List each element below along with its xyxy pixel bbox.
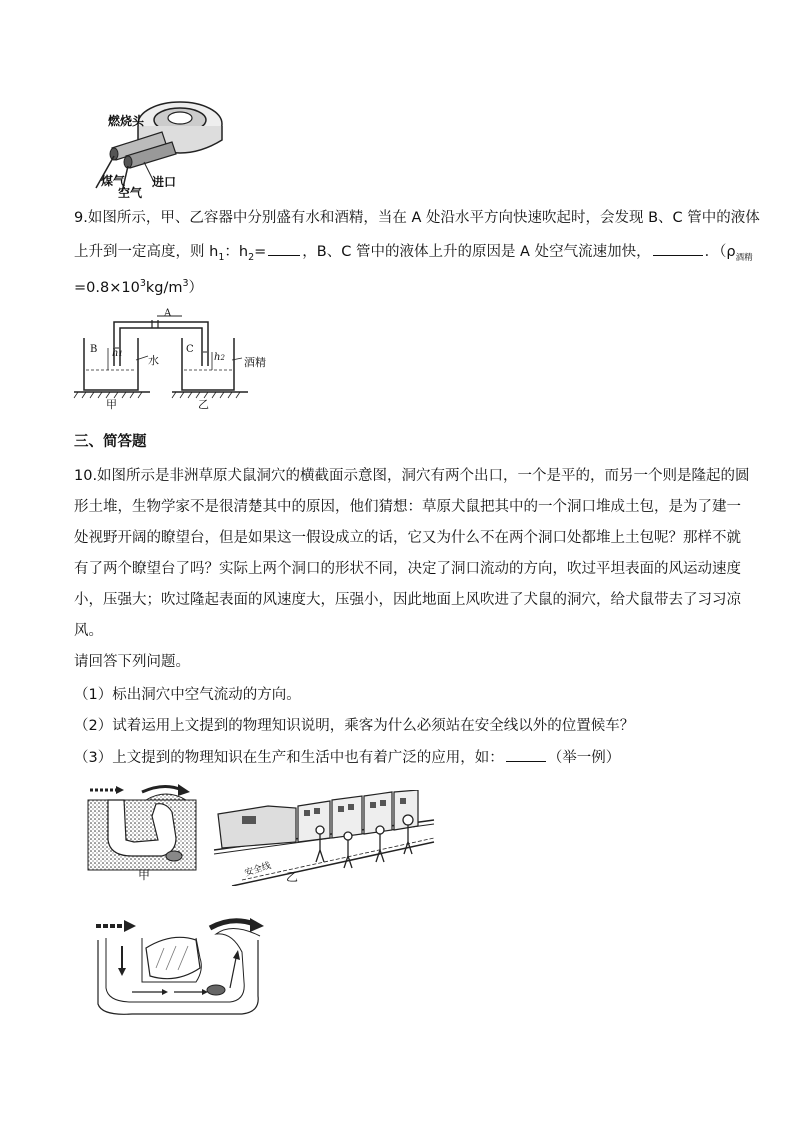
- burner-label-inlet: 进口: [152, 175, 177, 189]
- burrow-answer-figure: [92, 918, 268, 1018]
- q10-line2: 形土堆，生物学家不是很清楚其中的原因，他们猜想：草原犬鼠把其中的一个洞口堆成土包，是为了建一: [74, 499, 741, 515]
- burrow-answer-drawing: [92, 918, 268, 1018]
- containers-label-jia: 甲: [106, 398, 117, 411]
- train-safety-line-text: 安全线: [243, 860, 273, 879]
- q10-line6: 风。: [74, 623, 103, 639]
- q10-line5: 小，压强大；吹过隆起表面的风速度大，压强小，因此地面上风吹进了犬鼠的洞穴，给犬鼠带去了习习凉: [74, 592, 741, 608]
- q10-line1: 10.如图所示是非洲草原犬鼠洞穴的横截面示意图，洞穴有两个出口，一个是平的，而另一个则是隆起的圆: [74, 468, 750, 484]
- q10-sub1: （1）标出洞穴中空气流动的方向。: [74, 687, 301, 703]
- q10-prompt: 请回答下列问题。: [74, 654, 190, 670]
- burrow-figure: [86, 782, 200, 878]
- q9-answer-blank-reason[interactable]: [653, 240, 703, 256]
- burrow-drawing: [86, 782, 200, 878]
- containers-drawing: [72, 308, 272, 408]
- q9-line2: 上升到一定高度，则 $h_1$：$h_2=$ ，B、C 管中的液体上升的原因是 A 处空气流速加快， ．（$\rho_{酒精}$: [74, 239, 753, 271]
- burrow-label: 甲: [138, 868, 151, 882]
- containers-label-h1: h1: [112, 348, 123, 359]
- q9-line2-a: 上升到一定高度，则 h: [74, 244, 219, 260]
- containers-label-B: B: [90, 344, 98, 355]
- containers-figure: [72, 308, 272, 408]
- q10-line3: 处视野开阔的瞭望台，但是如果这一假设成立的话，它又为什么不在两个洞口处都堆上土包呢？那样不就: [74, 530, 741, 546]
- containers-label-yi: 乙: [198, 398, 209, 411]
- q10-sub3: （3）上文提到的物理知识在生产和生活中也有着广泛的应用，如： （举一例）: [74, 745, 620, 771]
- train-label: 乙: [286, 870, 299, 884]
- containers-label-alcohol: 酒精: [244, 356, 266, 369]
- burner-label-air: 空气: [118, 186, 143, 200]
- burner-label-gas: 煤气: [101, 174, 126, 188]
- q9-line3: $=0.8\times 10^3kg/m^3$）: [74, 278, 204, 296]
- q10-line4: 有了两个瞭望台了吗？实际上两个洞口的形状不同，决定了洞口流动的方向，吹过平坦表面的风运动速度: [74, 561, 741, 577]
- q10-answer-blank-example[interactable]: [506, 746, 546, 762]
- containers-label-A: A: [164, 308, 172, 319]
- containers-label-water: 水: [148, 354, 159, 367]
- section3-title: 三、简答题: [74, 434, 147, 450]
- q9-line1: 9.如图所示，甲、乙容器中分别盛有水和酒精，当在 A 处沿水平方向快速吹起时，会发现 B、C 管中的液体: [74, 210, 760, 226]
- containers-label-C: C: [186, 344, 194, 355]
- burner-label-head: 燃烧头: [108, 114, 145, 128]
- containers-label-h2: h2: [214, 352, 225, 363]
- q9-answer-blank-ratio[interactable]: [268, 240, 300, 256]
- q10-sub2: （2）试着运用上文提到的物理知识说明，乘客为什么必须站在安全线以外的位置候车？: [74, 718, 635, 734]
